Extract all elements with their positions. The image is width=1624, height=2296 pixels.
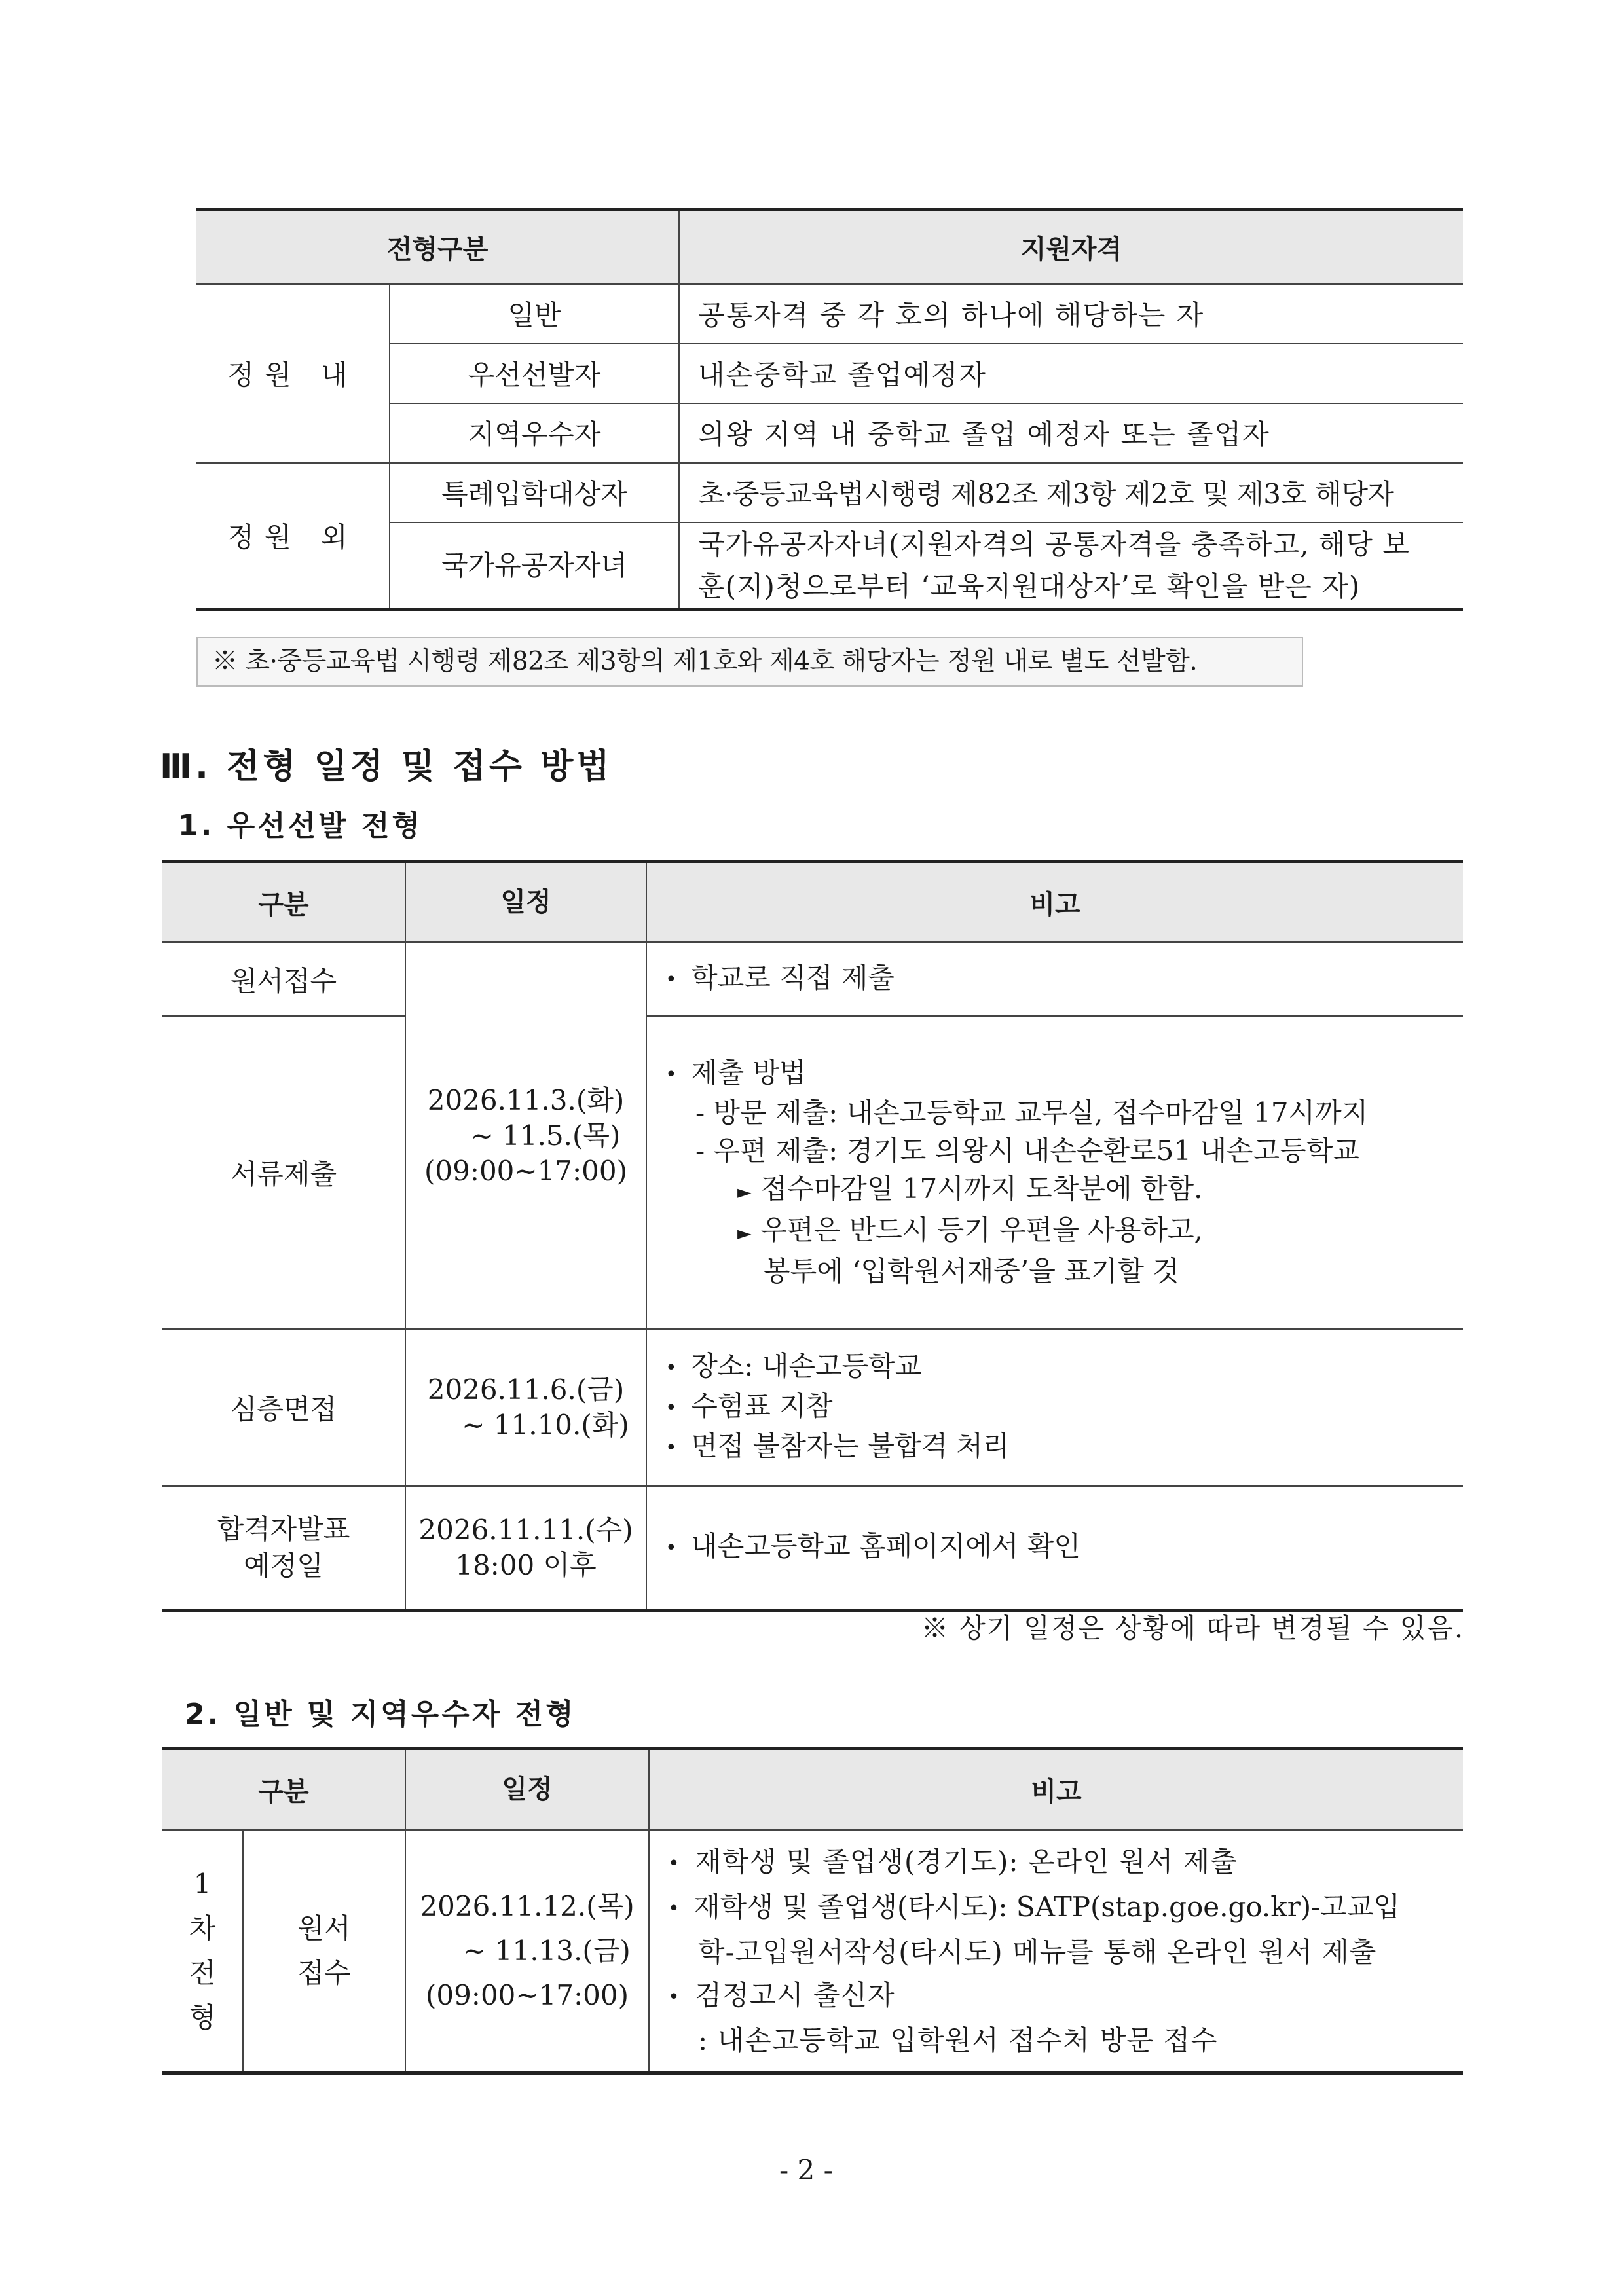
table-header-row (162, 862, 1463, 943)
priority-schedule-table (162, 860, 1463, 1612)
type-cell: 우선선발자 (390, 344, 679, 403)
row-label-line: 합격자발표 (217, 1512, 350, 1545)
remarks-cell (649, 1830, 1463, 2073)
arrow-item-continuation: 봉투에 ‘입학원서재중’을 표기할 것 (764, 1255, 1179, 1287)
remarks-cell (646, 1486, 1463, 1611)
header-division: 구분 (162, 1749, 405, 1830)
note-box: ※ 초·중등교육법 시행령 제82조 제3항의 제1호와 제4호 해당자는 정원 내로 별도 선발함. (196, 637, 1303, 687)
qualification-line: 훈(지)청으로부터 ‘교육지원대상자’로 확인을 받은 자) (698, 570, 1361, 602)
date-line: 2026.11.6.(금) (427, 1373, 625, 1406)
qualification-cell: 공통자격 중 각 호의 하나에 해당하는 자 (679, 284, 1463, 344)
table-row (162, 943, 1463, 1016)
date-cell (405, 1830, 649, 2073)
remarks-cell (646, 943, 1463, 1016)
date-line: (09:00~17:00) (424, 1154, 628, 1187)
bullet-item: • 내손고등학교 홈페이지에서 확인 (665, 1527, 1462, 1567)
subsection-title: 2. 일반 및 지역우수자 전형 (185, 1698, 576, 1731)
stage-char: 전 (189, 1957, 216, 1989)
dash-item: - 우편 제출: 경기도 의왕시 내손순환로51 내손고등학교 (695, 1135, 1359, 1167)
bullet-continuation: 학-고입원서작성(타시도) 메뉴를 통해 온라인 원서 제출 (698, 1935, 1377, 1968)
bullet-item: • 재학생 및 졸업생(경기도): 온라인 원서 제출 (668, 1840, 1462, 1886)
row-label (243, 1830, 405, 2073)
date-cell (405, 1329, 646, 1486)
date-line: (09:00~17:00) (425, 1979, 629, 2011)
type-cell: 지역우수자 (390, 403, 679, 463)
stage-char: 형 (189, 2001, 216, 2033)
row-label (162, 1486, 405, 1611)
qualification-cell: 내손중학교 졸업예정자 (679, 344, 1463, 403)
date-line: ~ 11.10.(화) (462, 1408, 629, 1441)
bullet-item: • 학교로 직접 제출 (665, 959, 1462, 999)
table-row (162, 1486, 1463, 1611)
remarks-cell (646, 1329, 1463, 1486)
stage-label (162, 1830, 243, 2073)
header-division: 구분 (162, 862, 405, 943)
type-cell: 일반 (390, 284, 679, 344)
header-qualification: 지원자격 (679, 210, 1463, 284)
arrow-item-text: 우편은 반드시 등기 우편을 사용하고, (760, 1214, 1203, 1246)
header-schedule: 일정 (405, 862, 646, 943)
header-category: 전형구분 (196, 210, 679, 284)
stage-char: 차 (189, 1912, 216, 1944)
date-cell (405, 1486, 646, 1611)
group-label-outside: 정원 외 (196, 463, 390, 610)
bullet-item: • 검정고시 출신자 (668, 1974, 1462, 2019)
row-label-line: 원서 (297, 1912, 351, 1944)
header-remarks: 비고 (646, 862, 1463, 943)
row-label-line: 접수 (297, 1957, 351, 1989)
table-row (162, 1016, 1463, 1329)
date-line: 2026.11.11.(수) (418, 1513, 633, 1546)
qualification-line: 국가유공자자녀(지원자격의 공통자격을 충족하고, 해당 보 (698, 528, 1410, 560)
bullet-continuation: : 내손고등학교 입학원서 접수처 방문 접수 (698, 2024, 1218, 2056)
qualification-cell: 초·중등교육법시행령 제82조 제3항 제2호 및 제3호 해당자 (679, 463, 1463, 522)
schedule-note: ※ 상기 일정은 상황에 따라 변경될 수 있음. (921, 1613, 1464, 1644)
arrow-item (665, 1211, 1462, 1252)
table-row (196, 284, 1463, 344)
header-schedule: 일정 (405, 1749, 649, 1830)
bullet-item: • 면접 불참자는 불합격 처리 (665, 1427, 1462, 1467)
type-cell: 특례입학대상자 (390, 463, 679, 522)
triangle-icon: ► (737, 1181, 752, 1203)
table-header-row (196, 210, 1463, 284)
date-line: ~ 11.13.(금) (463, 1935, 631, 1967)
arrow-item-text: 접수마감일 17시까지 도착분에 한함. (760, 1173, 1203, 1205)
date-line: 2026.11.12.(목) (420, 1890, 635, 1922)
table-row (162, 1329, 1463, 1486)
general-schedule-table (162, 1747, 1463, 2075)
remarks-cell (646, 1016, 1463, 1329)
bullet-item: • 장소: 내손고등학교 (665, 1347, 1462, 1387)
bullet-item: • 제출 방법 (665, 1054, 1462, 1094)
date-line: 2026.11.3.(화) (427, 1084, 625, 1116)
date-line: ~ 11.5.(목) (470, 1119, 621, 1152)
table-row (196, 463, 1463, 522)
eligibility-table (196, 208, 1463, 611)
arrow-item (665, 1170, 1462, 1211)
row-label: 원서접수 (162, 943, 405, 1016)
row-label-line: 예정일 (244, 1549, 323, 1582)
date-line: 18:00 이후 (455, 1548, 597, 1581)
row-label: 심층면접 (162, 1329, 405, 1486)
group-label-inside: 정원 내 (196, 284, 390, 463)
section-title: Ⅲ. 전형 일정 및 접수 방법 (160, 747, 613, 786)
type-cell: 국가유공자자녀 (390, 522, 679, 610)
page-number: - 2 - (779, 2154, 833, 2186)
bullet-item: • 재학생 및 졸업생(타시도): SATP(stap.goe.go.kr)-고교입 (668, 1886, 1462, 1931)
header-remarks: 비고 (649, 1749, 1463, 1830)
triangle-icon: ► (737, 1222, 752, 1244)
row-label: 서류제출 (162, 1016, 405, 1329)
dash-item: - 방문 제출: 내손고등학교 교무실, 접수마감일 17시까지 (695, 1097, 1369, 1129)
stage-char: 1 (193, 1868, 212, 1900)
qualification-cell: 의왕 지역 내 중학교 졸업 예정자 또는 졸업자 (679, 403, 1463, 463)
table-header-row (162, 1749, 1463, 1830)
date-cell (405, 943, 646, 1329)
subsection-title: 1. 우선선발 전형 (178, 809, 422, 843)
table-row (162, 1830, 1463, 2073)
bullet-item: • 수험표 지참 (665, 1387, 1462, 1427)
qualification-cell (679, 522, 1463, 610)
